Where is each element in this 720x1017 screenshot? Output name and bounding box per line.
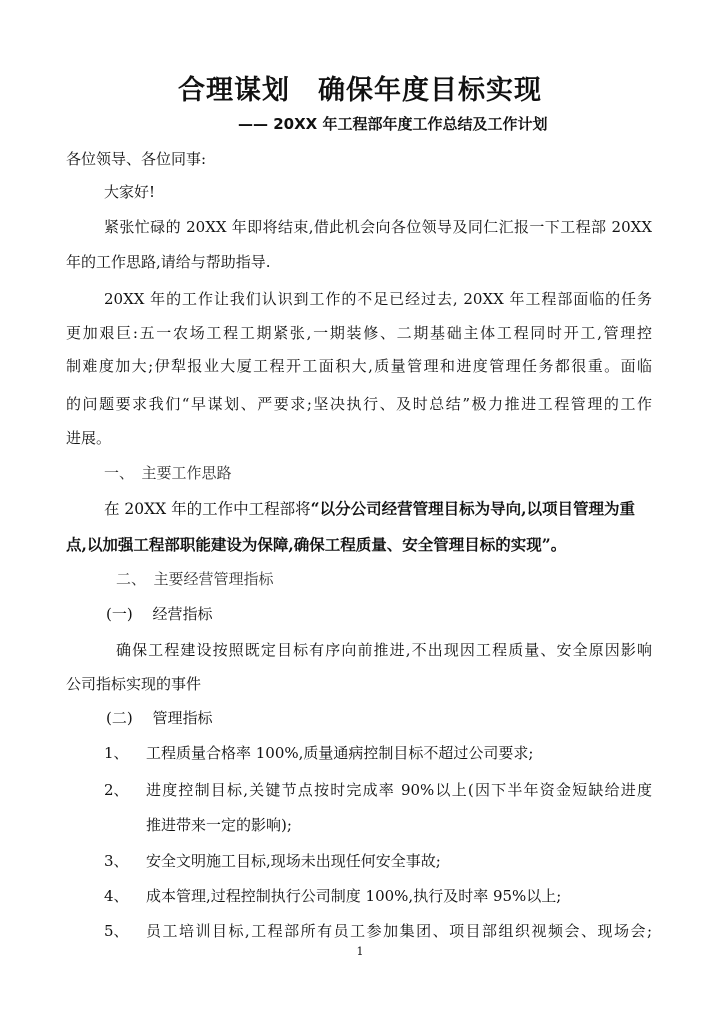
page-number: 1 [356,945,364,958]
section-heading-2: 二、 主要经营管理指标 [116,570,274,588]
hello-line: 大家好! [104,183,156,201]
paragraph-1-line-1: 紧张忙碌的 20XX 年即将结束,借此机会向各位领导及同仁汇报一下工程部 20XX [104,218,652,236]
document-title: 合理谋划 确保年度目标实现 [178,75,542,106]
list-item: 员工培训目标,工程部所有员工参加集团、项目部组织视频会、现场会; [146,922,652,940]
paragraph-3-line-2: 点,以加强工程部职能建设为保障,确保工程质量、安全管理目标的实现”。 [66,535,567,554]
paragraph-2-line-4: 的问题要求我们“早谋划、严要求;坚决执行、及时总结”极力推进工程管理的工作 [66,395,652,413]
paragraph-2-line-2: 更加艰巨:五一农场工程工期紧张,一期装修、二期基础主体工程同时开工,管理控 [66,324,652,342]
paragraph-3-plain: 在 20XX 年的工作中工程部将 [104,500,311,518]
list-item: 进度控制目标,关键节点按时完成率 90%以上(因下半年资金短缺给进度 [146,781,652,799]
list-item-continuation: 推进带来一定的影响); [146,816,292,834]
list-item: 成本管理,过程控制执行公司制度 100%,执行及时率 95%以上; [146,887,562,905]
document-subtitle: —— 20XX 年工程部年度工作总结及工作计划 [238,115,548,133]
list-item: 工程质量合格率 100%,质量通病控制目标不超过公司要求; [146,744,534,762]
list-number: 5、 [104,922,129,940]
list-number: 4、 [104,887,129,905]
paragraph-4-line-1: 确保工程建设按照既定目标有序向前推进,不出现因工程质量、安全原因影响 [116,641,652,659]
paragraph-3-bold-1: “以分公司经营管理目标为导向,以项目管理为重 [310,499,635,518]
paragraph-2-line-3: 制难度加大;伊犁报业大厦工程开工面积大,质量管理和进度管理任务都很重。面临 [66,357,652,375]
paragraph-2-line-1: 20XX 年的工作让我们认识到工作的不足已经过去, 20XX 年工程部面临的任务 [104,290,652,308]
list-number: 1、 [104,744,129,762]
list-number: 2、 [104,781,129,799]
list-item: 安全文明施工目标,现场未出现任何安全事故; [146,852,441,870]
paragraph-2-line-5: 进展。 [66,429,112,447]
list-number: 3、 [104,852,129,870]
paragraph-1-line-2: 年的工作思路,请给与帮助指导. [66,253,271,271]
paragraph-4-line-2: 公司指标实现的事件 [66,675,202,693]
subheading-1: (一) 经营指标 [106,605,213,623]
section-heading-1: 一、 主要工作思路 [104,464,232,482]
greeting: 各位领导、各位同事: [66,150,207,168]
paragraph-3-line-1 [104,499,635,519]
subheading-2: (二) 管理指标 [106,709,213,727]
